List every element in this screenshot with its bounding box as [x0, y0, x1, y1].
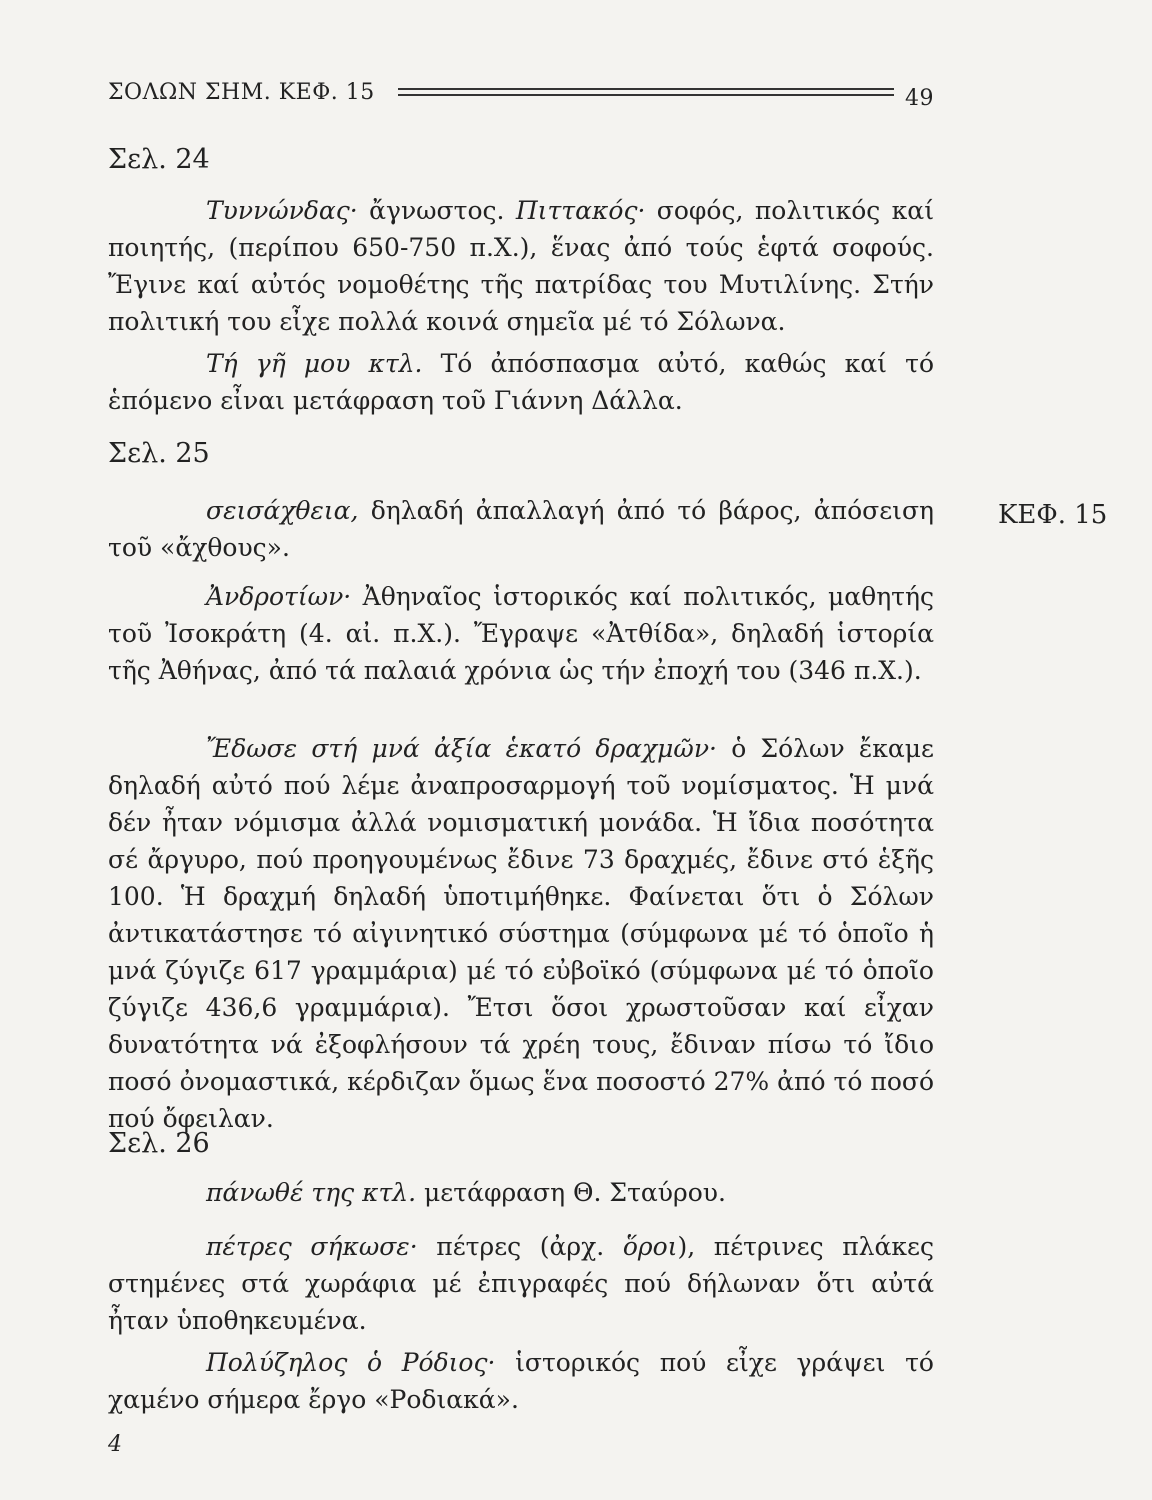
italic-term: Ἔδωσε στή μνά ἀξία ἑκατό δραχμῶν· — [206, 734, 717, 763]
italic-term: ὅροι — [622, 1232, 678, 1261]
paragraph-text: πέτρες (ἀρχ. — [417, 1232, 623, 1261]
paragraph-text: δηλαδή ἀπαλλαγή ἀπό τό βάρος, ἀπόσειση τοῦ «ἄχθους». — [108, 496, 934, 562]
margin-note: ΚΕΦ. 15 — [998, 500, 1108, 530]
italic-term: Πολύζηλος ὁ Ρόδιος· — [206, 1348, 496, 1377]
paragraph-text: ), πέτρινες πλάκες στημένες στά χωράφια μέ ἐπιγραφές πού δήλωναν ὅτι αὐτά ἦταν ὑποθηκευμένα. — [108, 1232, 934, 1335]
paragraph — [108, 578, 934, 689]
italic-term: πάνωθέ της κτλ. — [206, 1178, 417, 1207]
paragraph — [108, 345, 934, 419]
paragraph — [108, 492, 934, 566]
italic-term: Τυννώνδας· — [206, 196, 358, 225]
header-rule — [398, 88, 894, 96]
running-header — [108, 78, 934, 111]
paragraph-text: Τό ἀπόσπασμα αὐτό, καθώς καί τό ἑπόμενο εἶναι μετάφραση τοῦ Γιάννη Δάλλα. — [108, 349, 934, 415]
paragraph-text: σοφός, πολιτικός καί ποιητής, (περίπου 650-750 π.Χ.), ἕνας ἀπό τούς ἑφτά σοφούς. Ἔγινε καί αὐτός νομοθέτης τῆς πατρίδας του Μυτιλίνης. Στήν πολιτική του εἶχε πολλά κοινά σημεῖα μέ τό Σόλωνα. — [108, 196, 934, 336]
section-heading-24: Σελ. 24 — [108, 144, 210, 175]
paragraph-text: ὁ Σόλων ἔκαμε δηλαδή αὐτό πού λέμε ἀναπροσαρμογή τοῦ νομίσματος. Ἡ μνά δέν ἦταν νόμισμα ἀλλά νομισματική μονάδα. Ἡ ἴδια ποσότητα σέ ἄργυρο, πού προηγουμένως ἔδινε 73 δραχμές, ἔδινε στό ἑξῆς 100. Ἡ δραχμή δηλαδή ὑποτιμήθηκε. Φαίνεται ὅτι ὁ Σόλων ἀντικατάστησε τό αἰγινητικό σύστημα (σύμφωνα μέ τό ὁποῖο ἡ μνά ζύγιζε 617 γραμμάρια) μέ τό εὐβοϊκό (σύμφωνα μέ τό ὁποῖο ζύγιζε 436,6 γραμμάρια). Ἔτσι ὅσοι χρωστοῦσαν καί εἶχαν δυνατότητα νά ἐξοφλήσουν τά χρέη τους, ἔδιναν πίσω τό ἴδιο ποσό ὀνομαστικά, κέρδιζαν ὅμως ἕνα ποσοστό 27% ἀπό τό ποσό πού ὄφειλαν. — [108, 734, 934, 1133]
paragraph — [108, 1174, 934, 1211]
italic-term: σεισάχθεια, — [206, 496, 359, 525]
section-heading-26: Σελ. 26 — [108, 1128, 210, 1159]
italic-term: Ἀνδροτίων· — [206, 582, 352, 611]
page-number: 49 — [905, 86, 934, 111]
paragraph — [108, 1228, 934, 1339]
paragraph — [108, 730, 934, 1137]
header-title: ΣΟΛΩΝ ΣΗΜ. ΚΕΦ. 15 — [108, 80, 375, 105]
paragraph-text: Ἀθηναῖος ἱστορικός καί πολιτικός, μαθητής τοῦ Ἰσοκράτη (4. αἰ. π.Χ.). Ἔγραψε «Ἀτθίδα», δηλαδή ἱστορία τῆς Ἀθήνας, ἀπό τά παλαιά χρόνια ὡς τήν ἐποχή του (346 π.Χ.). — [108, 582, 934, 685]
section-heading-25: Σελ. 25 — [108, 438, 210, 469]
folio: 4 — [108, 1432, 122, 1457]
italic-term: πέτρες σήκωσε· — [206, 1232, 418, 1261]
italic-term: Πιττακός· — [515, 196, 646, 225]
italic-term: Τή γῆ μου κτλ. — [206, 349, 423, 378]
paragraph — [108, 1344, 934, 1418]
paragraph-text: ἱστορικός πού εἶχε γράψει τό χαμένο σήμερα ἔργο «Ροδιακά». — [108, 1348, 934, 1414]
paragraph-text: μετάφραση Θ. Σταύρου. — [416, 1178, 726, 1207]
paragraph — [108, 192, 934, 340]
paragraph-text: ἄγνωστος. — [357, 196, 516, 225]
